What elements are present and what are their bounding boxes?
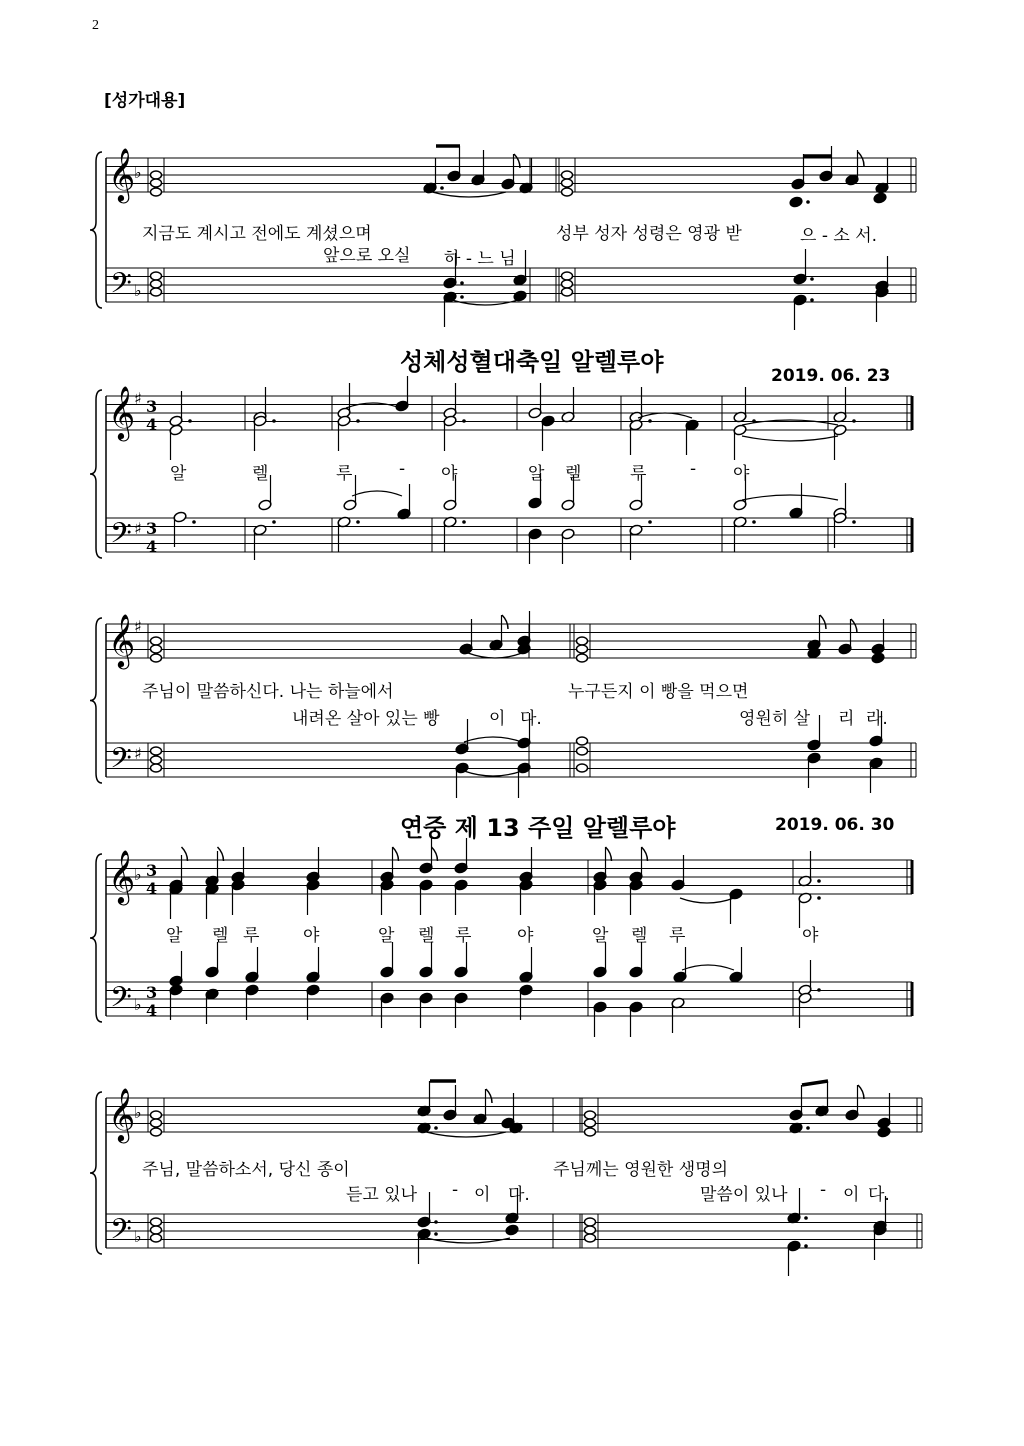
tie-slur — [468, 653, 522, 658]
note-dot — [272, 419, 276, 423]
breve-note — [562, 272, 573, 280]
b1-lyric-b: 성부 성자 성령은 영광 받 — [556, 224, 742, 244]
note-flag — [642, 847, 648, 861]
b3-lyric-f: 영원히 살 — [739, 709, 811, 729]
note-flag — [218, 847, 224, 861]
note-flag — [502, 615, 508, 629]
note-dot — [817, 988, 821, 992]
note-dot — [460, 295, 464, 299]
note-dot — [852, 520, 856, 524]
breve-note — [151, 272, 162, 280]
b5-lyric-h: - — [820, 1180, 827, 1200]
breve-note — [151, 1234, 162, 1242]
bass-clef-icon: 𝄢 — [110, 981, 132, 1021]
b4-syllable: 렐 — [631, 926, 648, 946]
note-dot — [804, 1244, 808, 1248]
breve-note — [151, 637, 162, 645]
note-flag — [606, 847, 612, 861]
breve-note — [151, 1119, 162, 1127]
breve-note — [562, 280, 573, 288]
note-dot — [356, 419, 360, 423]
note-dot — [192, 520, 196, 524]
tie-slur — [464, 737, 522, 742]
tie-slur — [638, 413, 692, 418]
breve-note — [562, 179, 573, 187]
breve-note — [151, 171, 162, 179]
tie-slur — [432, 192, 506, 197]
bass-clef-icon: 𝄢 — [110, 1213, 132, 1253]
b3-lyric-b: 누구든지 이 빵을 먹으면 — [568, 682, 749, 702]
system-bracket — [90, 390, 102, 558]
b2-syllable: - — [690, 459, 697, 479]
flat-icon: ♭ — [134, 1227, 142, 1246]
b4-syllable: 알 — [166, 926, 183, 946]
b5-lyric-g: 말씀이 있나 — [700, 1185, 788, 1205]
note-flag — [858, 152, 864, 166]
note-flag — [820, 615, 826, 629]
tie-slur — [426, 1132, 506, 1137]
note-head — [873, 192, 887, 204]
breve-note — [577, 645, 588, 653]
b5-lyric-j: 다. — [868, 1185, 890, 1205]
system-bracket — [90, 618, 102, 783]
note-dot — [648, 419, 652, 423]
tie-slur — [680, 898, 734, 903]
treble-clef-icon: 𝄞 — [108, 613, 136, 667]
b2-syllable: 알 — [528, 464, 545, 484]
block2-title: 성체성혈대축일 알렐루야 — [400, 348, 664, 376]
b4-syllable: 알 — [378, 926, 395, 946]
flat-icon: ♭ — [134, 281, 142, 300]
b3-lyric-d: 이 — [489, 709, 506, 729]
note-dot — [810, 277, 814, 281]
note-dot — [434, 1126, 438, 1130]
breve-note — [577, 747, 588, 755]
b5-lyric-c: 듣고 있나 — [346, 1185, 418, 1205]
breve-note — [585, 1119, 596, 1127]
note-flag — [432, 847, 438, 861]
flat-icon: ♭ — [134, 163, 142, 182]
note-dot — [460, 281, 464, 285]
breve-note — [577, 737, 588, 745]
note-head — [789, 196, 803, 208]
breve-note — [151, 747, 162, 755]
b3-lyric-c: 내려온 살아 있는 빵 — [292, 709, 440, 729]
b4-syllable: 루 — [455, 926, 472, 946]
breve-note — [585, 1128, 596, 1136]
breve-note — [151, 1128, 162, 1136]
treble-clef-icon: 𝄞 — [108, 849, 136, 903]
b4-syllable: 렐 — [418, 926, 435, 946]
time-signature-numerator: 3 — [146, 519, 158, 538]
tie-slur — [682, 965, 734, 970]
breve-note — [562, 188, 573, 196]
breve-note — [151, 188, 162, 196]
breve-note — [151, 654, 162, 662]
sharp-icon: ♯ — [134, 389, 142, 408]
breve-note — [151, 764, 162, 772]
b1-lyric-c: 으 - 소 서. — [800, 226, 878, 246]
breve-note — [577, 764, 588, 772]
b3-lyric-a: 주님이 말씀하신다. 나는 하늘에서 — [142, 682, 394, 702]
note-dot — [804, 1216, 808, 1220]
block4-title: 연중 제 13 주일 알렐루야 — [400, 814, 676, 842]
breve-note — [151, 1218, 162, 1226]
sharp-icon: ♯ — [134, 617, 142, 636]
note-dot — [806, 1126, 810, 1130]
note-dot — [434, 1232, 438, 1236]
sharp-icon: ♯ — [134, 519, 142, 538]
b4-syllable: 야 — [517, 926, 534, 946]
block4-date: 2019. 06. 30 — [775, 815, 895, 835]
note-dot — [462, 419, 466, 423]
breve-note — [151, 756, 162, 764]
time-signature-denominator: 4 — [146, 879, 158, 898]
note-dot — [752, 419, 756, 423]
note-dot — [817, 896, 821, 900]
b2-syllable: 야 — [441, 464, 458, 484]
page-number: 2 — [92, 18, 99, 33]
breve-note — [562, 288, 573, 296]
system-bracket — [90, 152, 102, 308]
b3-lyric-h: 라. — [866, 709, 888, 729]
note-flag — [858, 1085, 864, 1099]
b2-syllable: 루 — [630, 464, 647, 484]
note-flag — [514, 154, 520, 168]
time-signature-numerator: 3 — [146, 397, 158, 416]
tie-slur — [352, 491, 402, 496]
b2-syllable: - — [399, 459, 406, 479]
breve-note — [585, 1111, 596, 1119]
time-signature-denominator: 4 — [146, 537, 158, 556]
block2-date: 2019. 06. 23 — [771, 366, 891, 386]
b5-lyric-e: 이 — [474, 1185, 491, 1205]
b5-lyric-i: 이 — [843, 1185, 860, 1205]
b5-lyric-a: 주님, 말씀하소서, 당신 종이 — [142, 1160, 350, 1180]
note-dot — [852, 419, 856, 423]
note-dot — [188, 419, 192, 423]
note-beam — [802, 1081, 828, 1085]
breve-note — [585, 1234, 596, 1242]
note-head — [877, 1126, 891, 1138]
flat-icon: ♭ — [134, 1103, 142, 1122]
b1-lyric-d: 앞으로 오실 — [323, 246, 411, 266]
treble-clef-icon: 𝄞 — [108, 385, 136, 439]
b3-lyric-g: 리 — [838, 709, 855, 729]
note-flag — [393, 847, 399, 861]
breve-note — [562, 171, 573, 179]
breve-note — [577, 637, 588, 645]
section-label: [성가대용] — [104, 91, 186, 111]
b2-syllable: 렐 — [252, 464, 269, 484]
note-flag — [182, 847, 188, 861]
b1-lyric-e: 하 - 느 님 — [444, 249, 516, 269]
b2-syllable: 루 — [336, 464, 353, 484]
system-bracket — [90, 854, 102, 1022]
treble-clef-icon: 𝄞 — [108, 147, 136, 201]
time-signature-denominator: 4 — [146, 415, 158, 434]
tie-slur — [742, 420, 838, 425]
b4-syllable: 알 — [592, 926, 609, 946]
breve-note — [151, 288, 162, 296]
note-dot — [272, 520, 276, 524]
note-dot — [462, 520, 466, 524]
b4-syllable: 루 — [669, 926, 686, 946]
b3-lyric-e: 다. — [520, 709, 542, 729]
b1-lyric-a: 지금도 계시고 전에도 계셨으며 — [142, 224, 372, 244]
note-head — [505, 1224, 519, 1236]
note-flag — [851, 619, 857, 633]
sharp-icon: ♯ — [134, 744, 142, 763]
b5-lyric-d: - — [452, 1180, 459, 1200]
note-dot — [752, 520, 756, 524]
breve-note — [585, 1218, 596, 1226]
breve-note — [151, 1111, 162, 1119]
b5-lyric-b: 주님께는 영원한 생명의 — [553, 1160, 729, 1180]
note-dot — [817, 879, 821, 883]
time-signature-numerator: 3 — [146, 983, 158, 1002]
breve-note — [151, 179, 162, 187]
tie-slur — [742, 495, 838, 500]
note-head — [871, 652, 885, 664]
breve-note — [151, 1226, 162, 1234]
b4-syllable: 야 — [802, 926, 819, 946]
b5-lyric-f: 다. — [508, 1185, 530, 1205]
breve-note — [585, 1226, 596, 1234]
b2-syllable: 야 — [733, 464, 750, 484]
tie-slur — [464, 771, 522, 776]
bass-clef-icon: 𝄢 — [110, 267, 132, 307]
system-bracket — [90, 1092, 102, 1254]
time-signature-denominator: 4 — [146, 1001, 158, 1020]
breve-note — [151, 280, 162, 288]
note-dot — [810, 298, 814, 302]
tie-slur — [742, 436, 838, 441]
bass-clef-icon: 𝄢 — [110, 517, 132, 557]
flat-icon: ♭ — [134, 865, 142, 884]
b4-syllable: 렐 — [212, 926, 229, 946]
bass-clef-icon: 𝄢 — [110, 742, 132, 782]
note-dot — [434, 1220, 438, 1224]
note-dot — [356, 520, 360, 524]
b2-syllable: 렐 — [565, 464, 582, 484]
b4-syllable: 야 — [303, 926, 320, 946]
breve-note — [577, 654, 588, 662]
tie-slur — [426, 1238, 510, 1243]
note-flag — [486, 1089, 492, 1103]
note-dot — [806, 200, 810, 204]
breve-note — [151, 645, 162, 653]
treble-clef-icon: 𝄞 — [108, 1087, 136, 1141]
b4-syllable: 루 — [243, 926, 260, 946]
note-dot — [440, 186, 444, 190]
tie-slur — [346, 403, 400, 408]
note-dot — [648, 520, 652, 524]
b2-syllable: 알 — [170, 464, 187, 484]
flat-icon: ♭ — [134, 995, 142, 1014]
time-signature-numerator: 3 — [146, 861, 158, 880]
